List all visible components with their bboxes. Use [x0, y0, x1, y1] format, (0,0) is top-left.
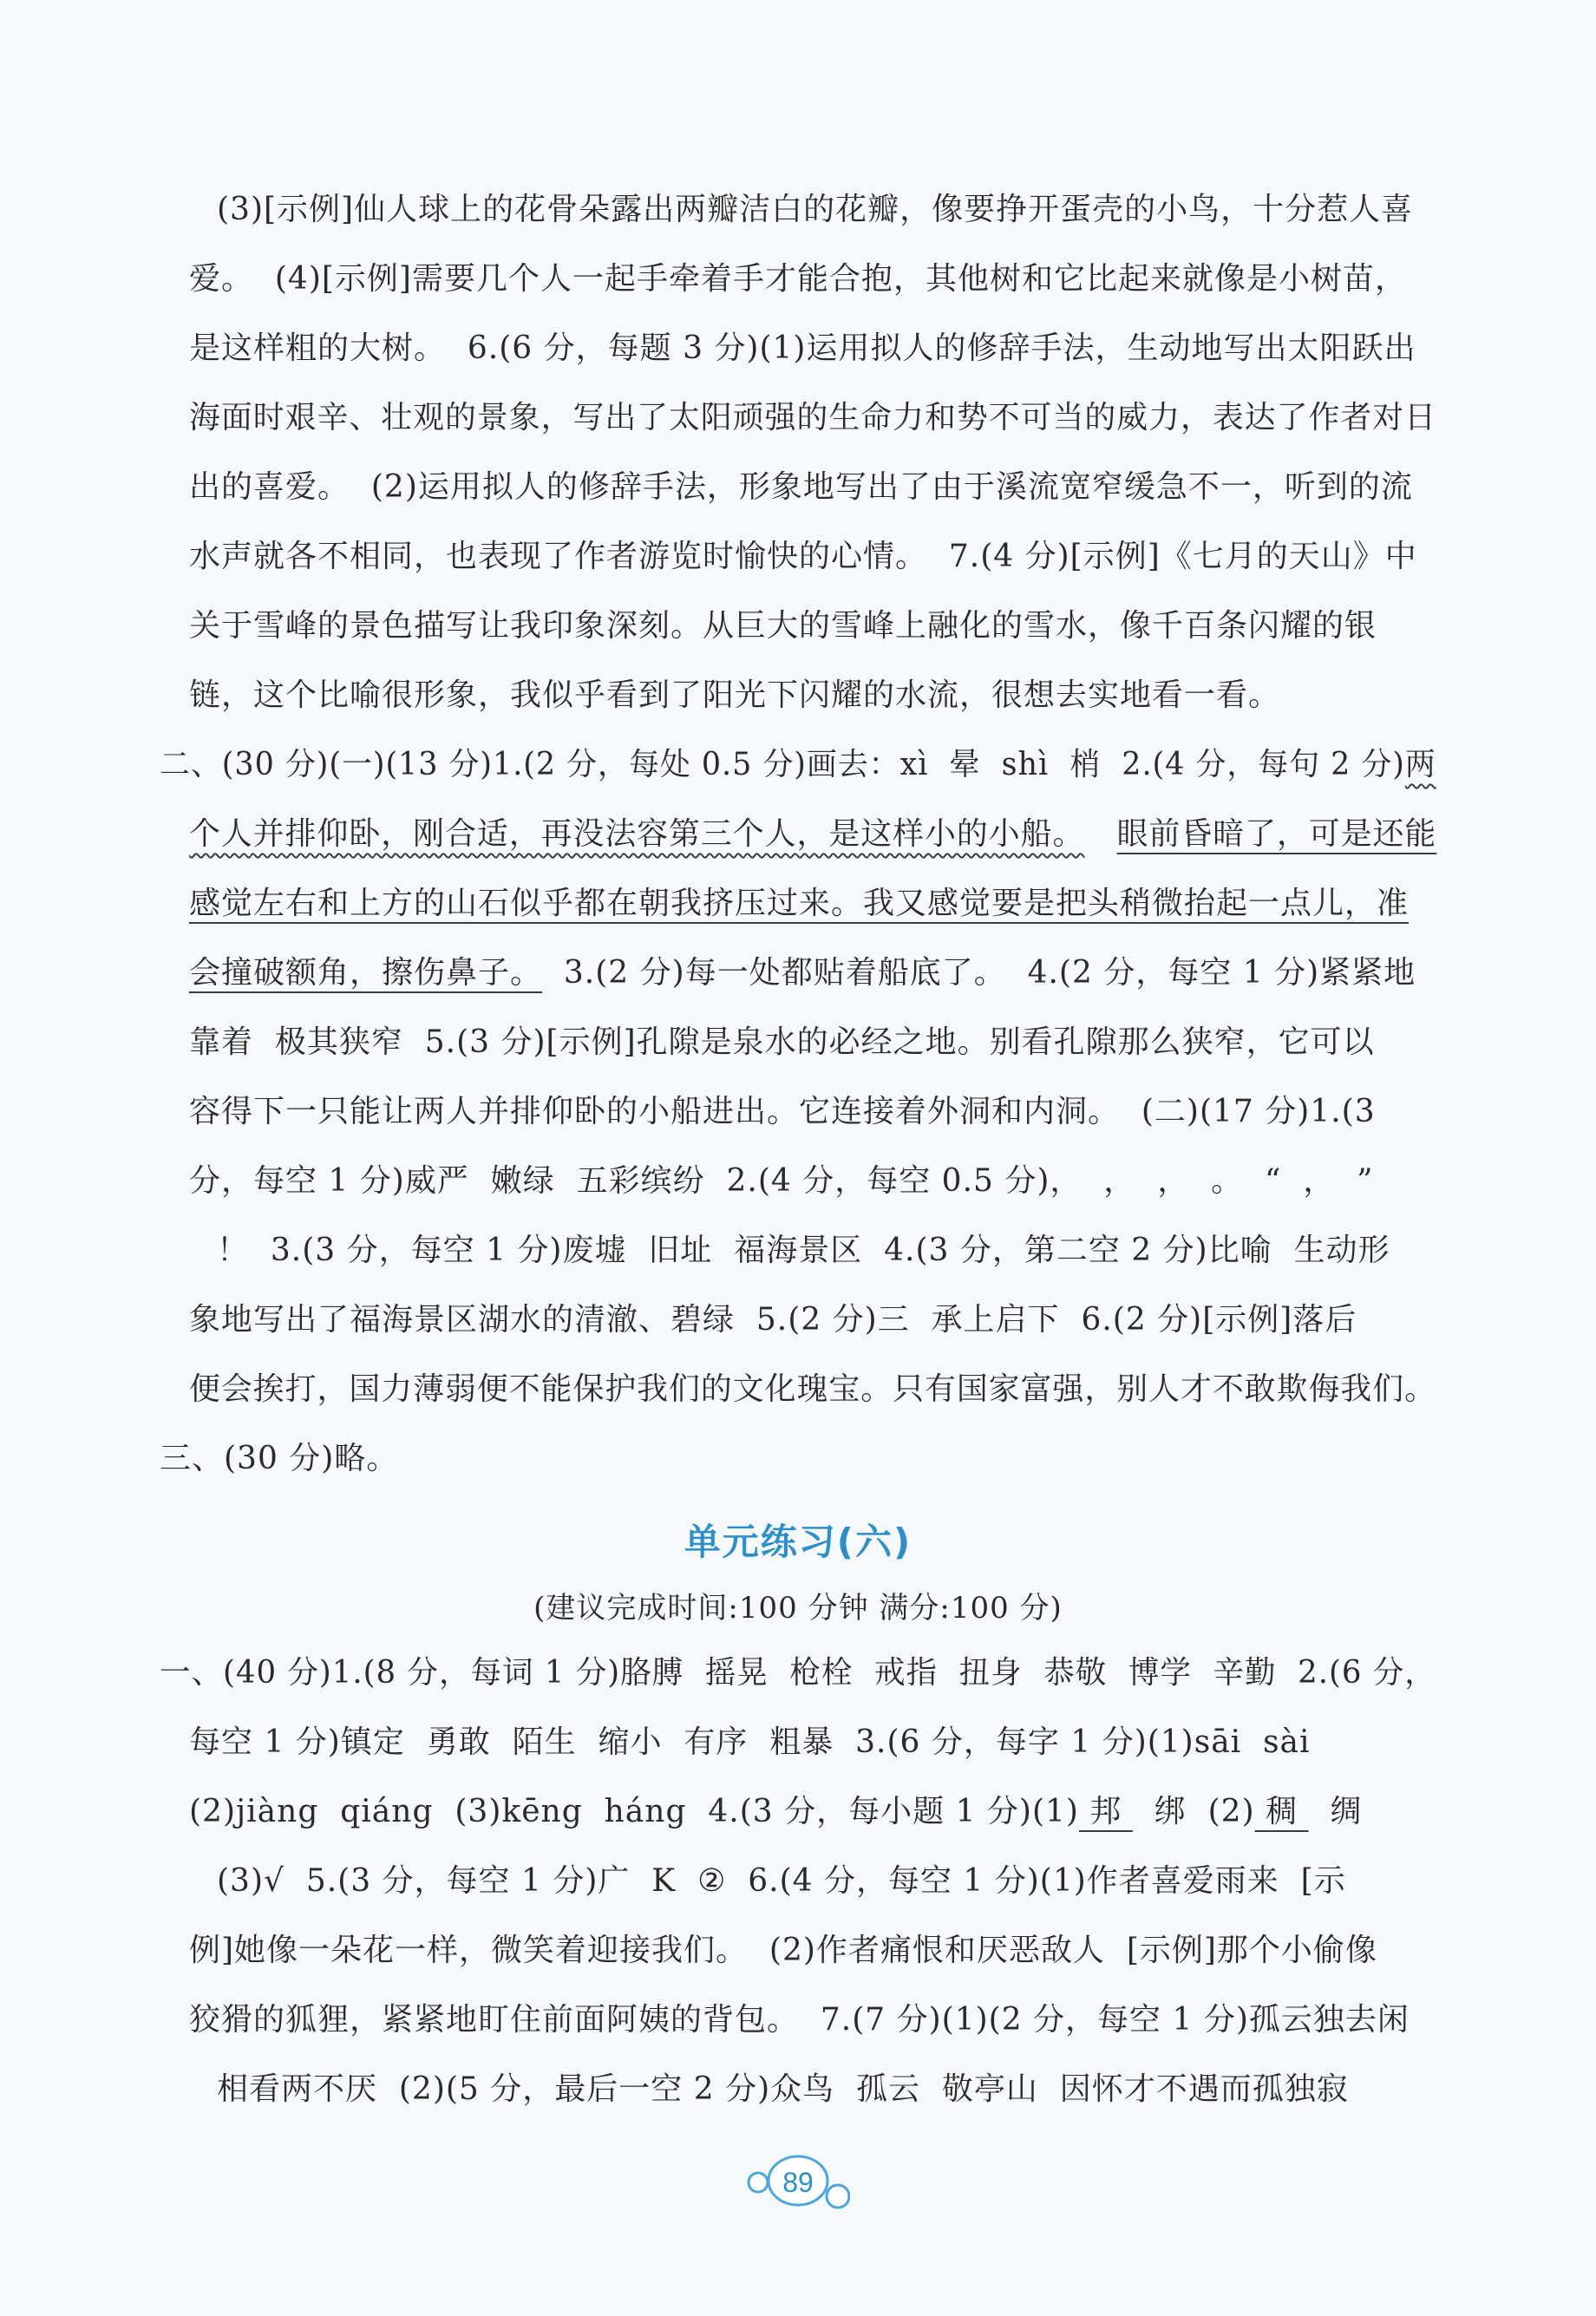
- text-line: [189, 1999, 1410, 2041]
- text-line: [160, 1438, 398, 1480]
- wavy-underlined-text: 个人并排仰卧，刚合适，再没法容第三个人，是这样小的小船。: [189, 816, 1085, 852]
- text-segment: 每空 1 分)镇定 勇敢 陌生 缩小 有序 粗暴 3.(6 分，每字 1 分)(1)sāi sài: [189, 1724, 1311, 1760]
- text-segment: 便会挨打，国力薄弱便不能保护我们的文化瑰宝。只有国家富强，别人才不敢欺侮我们。: [189, 1371, 1436, 1407]
- text-segment: 容得下一只能让两人并排仰卧的小船进出。它连接着外洞和内洞。 (二)(17 分)1.(3: [189, 1094, 1376, 1129]
- text-line: [217, 1230, 1390, 1272]
- underlined-text: 稠: [1254, 1794, 1309, 1829]
- section-subtitle: (建议完成时间:100 分钟 满分:100 分): [533, 1591, 1063, 1626]
- text-segment: 靠着 极其狭窄 5.(3 分)[示例]孔隙是泉水的必经之地。别看孔隙那么狭窄，它可以: [189, 1024, 1375, 1060]
- section-title: 单元练习(六): [684, 1521, 912, 1563]
- text-segment: 3.(2 分)每一处都贴着船底了。 4.(2 分，每空 1 分)紧紧地: [542, 955, 1416, 991]
- text-line: [160, 744, 1436, 786]
- text-line: [189, 1299, 1357, 1341]
- text-line: [189, 814, 1436, 855]
- text-line: [189, 1930, 1377, 1972]
- text-line: [189, 1022, 1375, 1063]
- text-line: [217, 2069, 1349, 2110]
- text-segment: ！ 3.(3 分，每空 1 分)废墟 旧址 福海景区 4.(3 分，第二空 2 分)比喻 生动形: [217, 1233, 1390, 1268]
- text-segment: (3)[示例]仙人球上的花骨朵露出两瓣洁白的花瓣，像要挣开蛋壳的小鸟，十分惹人喜: [217, 192, 1414, 227]
- text-segment: (3)√ 5.(3 分，每空 1 分)广 K ② 6.(4 分，每空 1 分)(1)作者喜爱雨来 [示: [217, 1863, 1346, 1899]
- text-line: [160, 1652, 1436, 1694]
- page-number: 89: [782, 2167, 814, 2198]
- text-line: [217, 189, 1413, 231]
- text-line: [189, 328, 1416, 370]
- text-line: [189, 1369, 1436, 1410]
- text-segment: 分，每空 1 分)威严 嫩绿 五彩缤纷 2.(4 分，每空 0.5 分)， ， ， 。 “ ， ”: [189, 1163, 1374, 1199]
- underlined-text: 眼前昏暗了，可是还能: [1116, 816, 1437, 852]
- text-segment: 例]她像一朵花一样，微笑着迎接我们。 (2)作者痛恨和厌恶敌人 [示例]那个小偷像: [189, 1933, 1377, 1968]
- text-segment: 水声就各不相同，也表现了作者游览时愉快的心情。 7.(4 分)[示例]《七月的天山》中: [189, 539, 1417, 574]
- text-line: [189, 1161, 1374, 1202]
- text-segment: 三、(30 分)略。: [160, 1441, 399, 1476]
- underlined-text: 感觉左右和上方的山石似乎都在朝我挤压过来。我又感觉要是把头稍微抬起一点儿，准: [189, 886, 1410, 921]
- text-line: [189, 952, 1416, 994]
- text-line: [189, 675, 1280, 716]
- text-line: [189, 1091, 1376, 1133]
- text-segment: 关于雪峰的景色描写让我印象深刻。从巨大的雪峰上融化的雪水，像千百条闪耀的银: [189, 608, 1377, 644]
- text-line: [189, 605, 1377, 647]
- page-number-badge: [746, 2143, 850, 2221]
- text-segment: 相看两不厌 (2)(5 分，最后一空 2 分)众鸟 孤云 敬亭山 因怀才不遇而孤独寂: [217, 2071, 1349, 2107]
- text-segment: 绸: [1308, 1794, 1363, 1829]
- text-segment: 海面时艰辛、壮观的景象，写出了太阳顽强的生命力和势不可当的威力，表达了作者对日: [189, 400, 1436, 435]
- page-number-bubbles-icon: [746, 2143, 850, 2221]
- text-segment: [1084, 816, 1116, 852]
- text-segment: 链，这个比喻很形象，我似乎看到了阳光下闪耀的水流，很想去实地看一看。: [189, 677, 1281, 713]
- text-segment: 象地写出了福海景区湖水的清澈、碧绿 5.(2 分)三 承上启下 6.(2 分)[示例]落后: [189, 1302, 1357, 1338]
- text-segment: 狡猾的狐狸，紧紧地盯住前面阿姨的背包。 7.(7 分)(1)(2 分，每空 1 分)孤云独去闲: [189, 2002, 1410, 2038]
- text-line: [189, 258, 1407, 300]
- text-line: [217, 1861, 1346, 1902]
- underlined-text: 会撞破额角，擦伤鼻子。: [189, 955, 543, 991]
- wavy-underlined-text: 两: [1404, 747, 1436, 782]
- text-segment: 绑 (2): [1132, 1794, 1255, 1829]
- underlined-text: 邦: [1078, 1794, 1133, 1829]
- text-line: [189, 536, 1417, 578]
- text-segment: 出的喜爱。 (2)运用拟人的修辞手法，形象地写出了由于溪流宽窄缓急不一，听到的流: [189, 469, 1413, 505]
- text-line: [189, 1791, 1362, 1833]
- text-line: [189, 467, 1413, 508]
- text-segment: (2)jiàng qiáng (3)kēng háng 4.(3 分，每小题 1 分)(1): [189, 1794, 1079, 1829]
- text-segment: 爱。 (4)[示例]需要几个人一起手牵着手才能合抱，其他树和它比起来就像是小树苗，: [189, 261, 1407, 297]
- text-line: [189, 397, 1436, 439]
- text-segment: 一、(40 分)1.(8 分，每词 1 分)胳膊 摇晃 枪栓 戒指 扭身 恭敬 博学 辛勤 2.(6 分，: [160, 1655, 1436, 1691]
- text-segment: 二、(30 分)(一)(13 分)1.(2 分，每处 0.5 分)画去：xì 晕 shì 梢 2.(4 分，每句 2 分): [160, 747, 1405, 782]
- text-line: [189, 1722, 1311, 1763]
- text-line: [189, 883, 1409, 925]
- text-segment: 是这样粗的大树。 6.(6 分，每题 3 分)(1)运用拟人的修辞手法，生动地写出太阳跃出: [189, 330, 1416, 366]
